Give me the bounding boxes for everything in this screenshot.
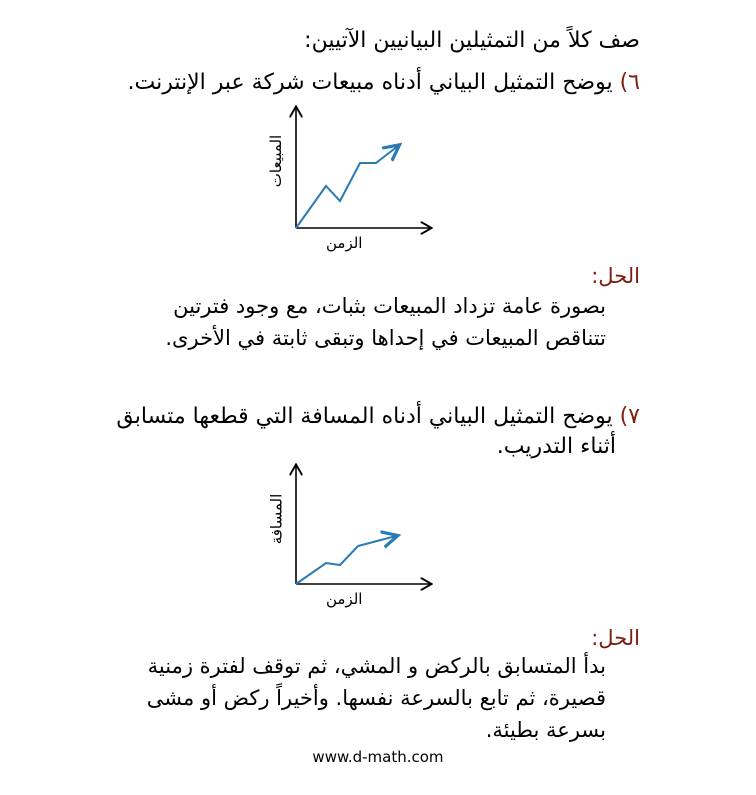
sales-graph-xlabel: الزمن <box>326 234 363 252</box>
page-heading: صف كلاً من التمثيلين البيانيين الآتيين: <box>304 28 640 53</box>
question-6-text: يوضح التمثيل البياني أدناه مبيعات شركة عبر الإنترنت. <box>127 70 613 95</box>
question-6-number: ٦) <box>619 70 640 95</box>
distance-graph-ylabel: المسافة <box>267 493 286 545</box>
question-7-text-line1: يوضح التمثيل البياني أدناه المسافة التي قطعها متسابق <box>116 404 613 429</box>
solution-7-line: بسرعة بطيئة. <box>485 718 606 742</box>
solution-6-text <box>165 290 606 354</box>
question-7-number: ٧) <box>619 404 640 429</box>
solution-7-label: الحل: <box>591 626 640 650</box>
question-7-text-line2: أثناء التدريب. <box>496 434 616 459</box>
footer-url[interactable]: www.d-math.com <box>312 748 444 766</box>
solution-6-line: بصورة عامة تزداد المبيعات بثبات، مع وجود فترتين <box>173 294 606 318</box>
solution-6-line: تتناقص المبيعات في إحداها وتبقى ثابتة في الأخرى. <box>165 326 606 350</box>
sales-graph-ylabel: المبيعات <box>267 134 286 188</box>
question-7 <box>116 402 640 462</box>
distance-graph-xlabel: الزمن <box>326 590 363 608</box>
solution-7-line: قصيرة، ثم تابع بالسرعة نفسها. وأخيراً ركض أو مشى <box>146 686 606 710</box>
sales-curve <box>296 146 398 228</box>
question-6 <box>128 70 641 95</box>
distance-graph <box>260 458 460 598</box>
solution-7-text <box>147 650 606 746</box>
solution-7-line: بدأ المتسابق بالركض و المشي، ثم توقف لفترة زمنية <box>147 654 606 678</box>
distance-curve <box>296 536 396 584</box>
solution-6-label: الحل: <box>591 264 640 288</box>
